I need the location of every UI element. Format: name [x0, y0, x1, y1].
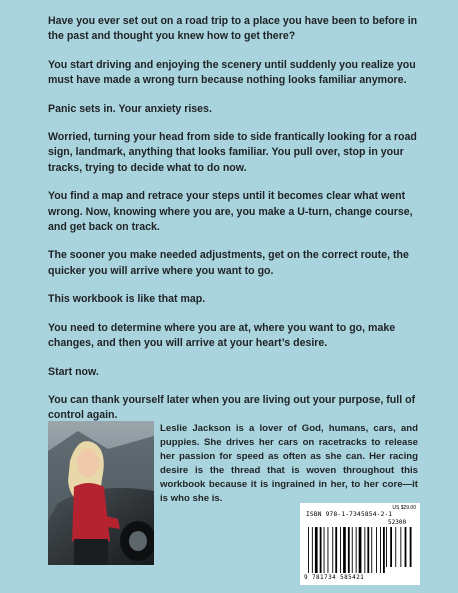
paragraph-3: Panic sets in. Your anxiety rises. [48, 102, 212, 115]
isbn-barcode [300, 503, 420, 585]
back-cover-text [48, 14, 420, 437]
paragraph-6: The sooner you make needed adjustments, get on the correct route, the quicker you will arrive where you want to go. [48, 249, 409, 277]
paragraph-10: You can thank yourself later when you are living out your purpose, full of control again. [48, 393, 416, 422]
paragraph-4: Worried, turning your head from side to side frantically looking for a road sign, landmark, anything that looks familiar. You pull over, stop in your tracks, trying to decide what to do now. [48, 131, 417, 174]
price-addon-number: 52300 [388, 519, 407, 526]
ean-number: 9 781734 585421 [304, 574, 365, 581]
paragraph-7: This workbook is like that map. [48, 293, 206, 306]
author-photo [48, 421, 154, 565]
author-photo-illustration [48, 421, 154, 565]
paragraph-1: Have you ever set out on a road trip to a place you have been to before in the past and thought you knew how to get there? [48, 15, 418, 43]
price-label: US $29.00 [392, 505, 416, 511]
paragraph-9: Start now. [48, 365, 99, 378]
barcode-bars [300, 503, 420, 585]
paragraph-8: You need to determine where you are at, where you want to go, make changes, and then you will arrive at your heart’s desire. [48, 321, 396, 350]
paragraph-5: You find a map and retrace your steps until it becomes clear what went wrong. Now, knowing where you are, you make a U-turn, change course, and get back on track. [48, 190, 413, 234]
paragraph-2: You start driving and enjoying the scenery until suddenly you realize you must have made a wrong turn because nothing looks familiar anymore. [48, 58, 416, 87]
isbn-label: ISBN 978-1-7345854-2-1 [306, 511, 393, 518]
author-bio: Leslie Jackson is a lover of God, humans, cars, and puppies. She drives her cars on racetracks to release her passion for speed as often as she can. Her racing desire is the thread that is woven throughout this workbook because it is ingrained in her, to her core—it is who she is. [160, 423, 418, 505]
